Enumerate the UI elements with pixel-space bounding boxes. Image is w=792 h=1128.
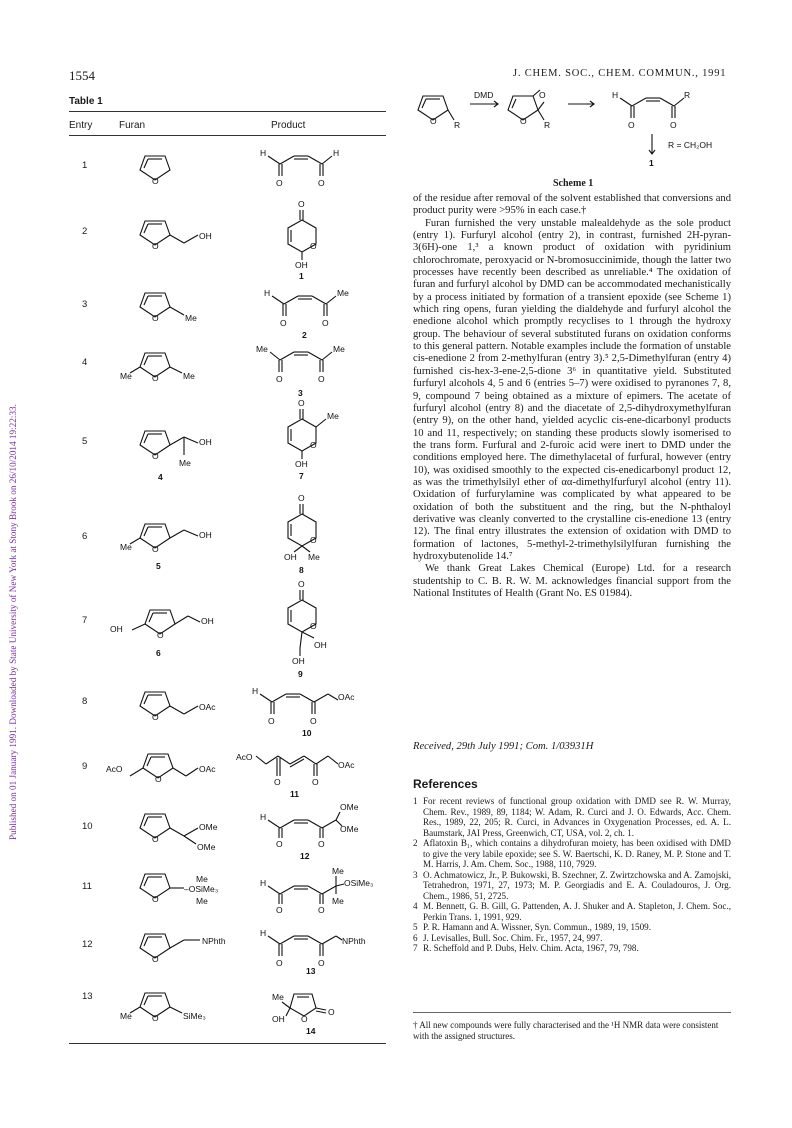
svg-text:O: O — [312, 777, 319, 787]
pyranone-9-structure — [280, 578, 350, 682]
malealdehyde-structure — [260, 146, 350, 192]
svg-text:O: O — [280, 318, 287, 328]
svg-text:Me: Me — [196, 874, 208, 884]
reference-item: 4 M. Bennett, G. B. Gill, G. Pattenden, A. J. Shuker and A. Stapleton, J. Chem. Soc., Perkin Trans. 1, 1991, 929. — [413, 901, 731, 922]
svg-text:11: 11 — [290, 789, 299, 799]
page-number: 1554 — [69, 68, 95, 83]
svg-text:12: 12 — [300, 851, 310, 861]
svg-text:Me: Me — [332, 896, 344, 906]
enedione-10-structure — [252, 684, 372, 744]
svg-text:O: O — [310, 716, 317, 726]
svg-text:Me: Me — [183, 371, 195, 381]
table-top-rule — [69, 111, 386, 112]
pyranone-1-structure — [280, 198, 330, 280]
svg-text:O: O — [152, 544, 159, 554]
svg-text:OH: OH — [295, 459, 308, 469]
reference-item: 1 For recent reviews of functional group oxidation with DMD see R. W. Murray, Chem. Rev., 1989, 89, 1184; W. Adam, R. Curci and J. O. Edwards, Acc. Chem. Res., 1989, 22, 205; R. Curci, in Advances in Oxygenation Processes, ed. A. L. Baumstark, JAI Press, Greenwich, CT, USA, vol. 2, ch. 1. — [413, 796, 731, 838]
svg-text:OH: OH — [295, 260, 308, 270]
svg-text:OH: OH — [199, 231, 212, 241]
svg-text:OMe: OMe — [197, 842, 216, 852]
svg-text:OAc: OAc — [338, 692, 355, 702]
table-title: Table 1 — [69, 96, 103, 107]
svg-text:O: O — [276, 178, 283, 188]
pyranone-7-structure — [280, 397, 350, 487]
col-furan: Furan — [119, 120, 146, 131]
svg-text:Me: Me — [327, 411, 339, 421]
svg-text:3: 3 — [298, 388, 303, 398]
svg-text:OAc: OAc — [338, 760, 355, 770]
svg-text:AcO: AcO — [236, 752, 253, 762]
enedione-13-structure — [260, 926, 380, 986]
body-paragraph: Furan furnished the very unstable malealdehyde as the sole product (entry 1). Furfuryl alcohol (entry 2), in contrast, furnished 2H-pyran-3(6H)-one 1,³ a known product of oxidation with pyridinium chlorochromate, peroxyacid or N-bromosuccinimide, though the latter two processes have recently been described as unreliable.⁴ The oxidation of furan and furfuryl alcohol by DMD can be accommodated mechanistically by a process initiated by formation of a transient epoxide (see Scheme 1) which ring opens, furan yielding the dialdehyde and furfuryl alcohol the enedione alcohol which promptly recyclises to 1 through the hydroxy group. The behaviour of several substituted furans on oxidation conforms to this general pattern. Notable examples include the formation of unstable cis-enedione 2 from 2-methylfuran (entry 3).⁵ 2,5-Dimethylfuran (entry 4) furnished cis-hex-3-ene-2,5-dione 3⁶ in quantitative yield. Substituted furfuryl alcohols 4, 5 and 6 (entries 5–7) were oxidised to pyranones 7, 8, 9, compound 7 being obtained as a mixture of epimers. The acetate of furfuryl alcohol (entry 8) and the diacetate of 2,5-dihydroxymethylfuran (entry 9), on the other hand, yielded acyclic cis-ene-dicarbonyl products 10 and 11, respectively; on standing these products slowly isomerised to the trans form. Furfural and 2-furoic acid were inert to DMD under the conditions employed here. The dimethylacetal of furfural, however (entry 10), was oxidised smoothly to the expected cis-enedicarbonyl product 12, as was the trimethylsilyl ether of αα-dimethylfurfuryl alcohol (entry 11). Oxidation of furfurylamine was complicated by what appeared to be oxidation of both the substituent and the ring, but the N-phthaloyl derivative was cleanly converted to the crystalline cis-enedione 13 (entry 12). The final entry illustrates the extension of oxidation with DMD to formation of lactones, 5-methyl-2-trimethylsilylfuran furnishing the hydroxybutenolide 14.⁷ — [413, 217, 731, 562]
table-header-rule — [69, 135, 386, 136]
svg-text:R: R — [454, 120, 461, 130]
table-bottom-rule — [69, 1043, 386, 1044]
svg-text:5: 5 — [156, 561, 161, 571]
svg-text:O: O — [322, 318, 329, 328]
reference-item: 5 P. R. Hamann and A. Wissner, Syn. Commun., 1989, 19, 1509. — [413, 922, 651, 932]
furfuryl-acetate-structure — [140, 684, 240, 724]
received-line: Received, 29th July 1991; Com. 1/03931H — [413, 741, 594, 752]
svg-text:Me: Me — [196, 896, 208, 906]
svg-text:Me: Me — [272, 992, 284, 1002]
svg-text:O: O — [152, 241, 159, 251]
svg-text:DMD: DMD — [474, 90, 494, 100]
enedione-3-structure — [256, 342, 356, 402]
svg-text:O: O — [628, 120, 635, 130]
svg-text:Me: Me — [333, 344, 345, 354]
body-text — [413, 193, 731, 600]
svg-text:9: 9 — [298, 669, 303, 679]
svg-text:SiMe₃: SiMe₃ — [183, 1011, 206, 1021]
svg-text:OH: OH — [110, 624, 123, 634]
svg-text:O: O — [276, 905, 283, 915]
enedione-2-structure — [264, 286, 364, 346]
svg-text:OH: OH — [201, 616, 214, 626]
svg-text:H: H — [260, 148, 267, 158]
methylfuran-structure — [140, 285, 230, 325]
svg-text:Me: Me — [120, 542, 132, 552]
scheme-caption: Scheme 1 — [553, 178, 594, 189]
svg-text:H: H — [252, 686, 259, 696]
col-entry: Entry — [69, 120, 93, 131]
entry-number: 5 — [82, 436, 88, 447]
svg-text:O: O — [318, 178, 325, 188]
svg-text:O: O — [152, 373, 159, 383]
svg-text:7: 7 — [299, 471, 304, 481]
svg-text:O: O — [274, 777, 281, 787]
reference-item: 6 J. Levisalles, Bull. Soc. Chim. Fr., 1957, 24, 997. — [413, 932, 603, 943]
svg-text:O: O — [310, 440, 317, 450]
svg-text:O: O — [310, 621, 317, 631]
svg-text:O: O — [155, 774, 162, 784]
entry-number: 13 — [82, 991, 93, 1002]
entry-number: 8 — [82, 696, 88, 707]
svg-text:R = CH₂OH: R = CH₂OH — [668, 140, 713, 150]
svg-text:O: O — [318, 958, 325, 968]
svg-text:O: O — [520, 116, 527, 126]
svg-text:OMe: OMe — [340, 824, 359, 834]
entry-number: 2 — [82, 226, 88, 237]
pyranone-8-structure — [280, 492, 350, 576]
svg-text:OH: OH — [314, 640, 327, 650]
svg-text:Me: Me — [185, 313, 197, 323]
svg-text:1: 1 — [649, 158, 654, 168]
svg-text:Me: Me — [308, 552, 320, 562]
references-list — [413, 796, 731, 954]
furan-6-structure — [110, 602, 230, 662]
svg-text:Me: Me — [332, 866, 344, 876]
furan-structure — [140, 148, 180, 188]
entry-number: 3 — [82, 299, 88, 310]
svg-text:10: 10 — [302, 728, 312, 738]
svg-text:O: O — [310, 241, 317, 251]
furan-silyl-ether-structure — [140, 866, 250, 916]
reference-item: 2 Aflatoxin B₁, which contains a dihydrofuran moiety, has been oxidised with DMD to give the very labile epoxide; see S. W. Baertschi, K. D. Raney, M. P. Stone and T. M. Harris, J. Am. Chem. Soc., 1988, 110, 7929. — [413, 838, 731, 869]
svg-text:OAc: OAc — [199, 702, 216, 712]
svg-text:Me: Me — [337, 288, 349, 298]
body-paragraph: We thank Great Lakes Chemical (Europe) Ltd. for a research studentship to C. B. R. W. M. acknowledges financial support from the National Institutes of Health (Grant No. ES 01984). — [413, 563, 731, 599]
svg-text:O: O — [318, 374, 325, 384]
entry-number: 11 — [82, 881, 92, 892]
entry-number: 1 — [82, 160, 88, 171]
svg-text:O: O — [152, 176, 159, 186]
entry-number: 6 — [82, 531, 88, 542]
download-notice — [6, 180, 20, 980]
svg-text:6: 6 — [156, 648, 161, 658]
download-notice-text: Published on 01 January 1991. Downloaded by State University of New York at Stony Brook on 26/10/2014 19:22:33. — [8, 404, 18, 840]
journal-header: J. CHEM. SOC., CHEM. COMMUN., 1991 — [513, 68, 727, 79]
scheme-1-diagram — [418, 88, 738, 178]
svg-text:O: O — [152, 954, 159, 964]
svg-text:2: 2 — [302, 330, 307, 340]
svg-text:Me: Me — [120, 1011, 132, 1021]
svg-text:O: O — [152, 313, 159, 323]
svg-text:Me: Me — [256, 344, 268, 354]
svg-text:O: O — [318, 839, 325, 849]
svg-text:H: H — [612, 90, 619, 100]
svg-text:R: R — [544, 120, 551, 130]
svg-text:O: O — [152, 894, 159, 904]
svg-text:O: O — [298, 199, 305, 209]
svg-text:Me: Me — [179, 458, 191, 468]
svg-text:O: O — [539, 90, 546, 100]
svg-text:OH: OH — [284, 552, 297, 562]
furan-5-structure — [120, 516, 230, 576]
furfuryl-alcohol-structure — [140, 213, 230, 253]
svg-text:OMe: OMe — [340, 802, 359, 812]
svg-text:OH: OH — [292, 656, 305, 666]
furan-diacetate-structure — [106, 746, 236, 786]
svg-text:OSiMe₃: OSiMe₃ — [344, 878, 374, 888]
furan-nphth-structure — [140, 926, 250, 966]
svg-text:H: H — [260, 812, 267, 822]
furfural-acetal-structure — [140, 806, 240, 856]
svg-text:O: O — [298, 493, 305, 503]
entry-number: 9 — [82, 761, 88, 772]
svg-text:O: O — [152, 712, 159, 722]
footnote-rule — [413, 1012, 731, 1013]
svg-text:O: O — [152, 451, 159, 461]
svg-text:O: O — [670, 120, 677, 130]
svg-text:OMe: OMe — [199, 822, 218, 832]
furan-silyl-structure — [120, 985, 230, 1025]
svg-text:OH: OH — [199, 530, 212, 540]
svg-text:O: O — [276, 839, 283, 849]
svg-text:Me: Me — [120, 371, 132, 381]
svg-text:14: 14 — [306, 1026, 316, 1036]
svg-text:OH: OH — [272, 1014, 285, 1024]
reference-item: 7 R. Scheffold and P. Dubs, Helv. Chim. Acta, 1967, 79, 798. — [413, 943, 639, 953]
svg-text:O: O — [276, 374, 283, 384]
svg-text:O: O — [152, 834, 159, 844]
svg-text:O: O — [152, 1013, 159, 1023]
references-heading: References — [413, 777, 478, 791]
entry-number: 4 — [82, 357, 88, 368]
furan-4-structure — [140, 423, 240, 493]
entry-number: 10 — [82, 821, 93, 832]
body-paragraph: of the residue after removal of the solvent established that conversions and product purity were >95% in each case.† — [413, 193, 731, 217]
svg-text:–OSiMe₃: –OSiMe₃ — [184, 884, 219, 894]
svg-text:NPhth: NPhth — [342, 936, 366, 946]
svg-text:O: O — [298, 579, 305, 589]
reference-item: 3 O. Achmatowicz, Jr., P. Bukowski, B. Szechner, Z. Zwirtzchowska and A. Zamojski, Tetrahedron, 1971, 27, 1973; M. P. Georgiadis and E. A. Couladouros, J. Org. Chem., 1986, 51, 2725. — [413, 869, 731, 901]
svg-text:H: H — [264, 288, 271, 298]
svg-text:1: 1 — [299, 271, 304, 281]
svg-text:H: H — [333, 148, 340, 158]
svg-text:O: O — [276, 958, 283, 968]
col-product: Product — [271, 120, 306, 131]
svg-text:O: O — [430, 116, 437, 126]
svg-text:4: 4 — [158, 472, 163, 482]
svg-text:O: O — [268, 716, 275, 726]
svg-text:13: 13 — [306, 966, 316, 976]
svg-text:NPhth: NPhth — [202, 936, 226, 946]
svg-text:O: O — [328, 1007, 335, 1017]
svg-text:OH: OH — [199, 437, 212, 447]
svg-text:O: O — [301, 1014, 308, 1024]
svg-text:R: R — [684, 90, 691, 100]
entry-number: 7 — [82, 615, 88, 626]
svg-text:O: O — [310, 535, 317, 545]
enedione-12-structure — [260, 800, 370, 866]
enedione-silyl-structure — [260, 862, 380, 922]
svg-text:H: H — [260, 928, 267, 938]
svg-text:AcO: AcO — [106, 764, 123, 774]
butenolide-14-structure — [272, 978, 342, 1034]
svg-text:8: 8 — [299, 565, 304, 575]
footnote: † All new compounds were fully characterised and the ¹H NMR data were consistent with the assigned structures. — [413, 1020, 719, 1041]
svg-text:O: O — [318, 905, 325, 915]
svg-text:O: O — [298, 398, 305, 408]
svg-text:H: H — [260, 878, 267, 888]
entry-number: 12 — [82, 939, 93, 950]
dimethylfuran-structure — [120, 345, 220, 385]
svg-text:O: O — [157, 630, 164, 640]
svg-text:OAc: OAc — [199, 764, 216, 774]
